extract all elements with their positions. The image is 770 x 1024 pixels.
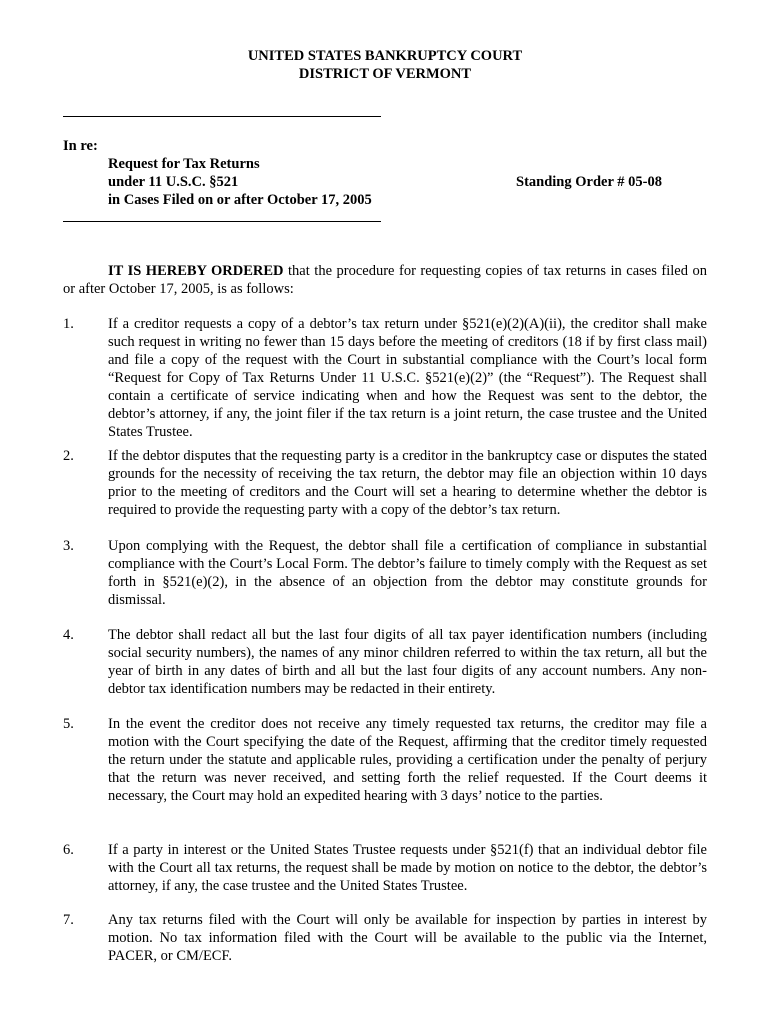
order-item-4	[63, 626, 707, 698]
order-item-5	[63, 715, 707, 805]
caption-title-line-3: in Cases Filed on or after October 17, 2005	[108, 192, 372, 208]
order-item-text: In the event the creditor does not receive any timely requested tax returns, the creditor may file a motion with the Court specifying the date of the Request, affirming that the creditor timely requested the return under the statute and applicable rules, providing a certification under the penalty of perjury that the return was never received, and setting forth the relief requested. If the Court deems it necessary, the Court may hold an expedited hearing with 3 days’ notice to the parties.	[108, 716, 707, 804]
order-item-number: 6.	[63, 842, 74, 858]
order-item-number: 1.	[63, 316, 74, 332]
order-item-2	[63, 447, 707, 519]
order-item-number: 7.	[63, 912, 74, 928]
order-intro-lead: IT IS HEREBY ORDERED	[108, 263, 284, 279]
order-item-text: If a party in interest or the United States Trustee requests under §521(f) that an individual debtor file with the Court all tax returns, the request shall be made by motion on notice to the debtor, the debtor’s attorney, if any, the case trustee and the United States Trustee.	[108, 842, 707, 894]
order-item-number: 3.	[63, 538, 74, 554]
order-item-number: 4.	[63, 627, 74, 643]
court-name: UNITED STATES BANKRUPTCY COURT	[247, 48, 523, 64]
order-item-7	[63, 911, 707, 965]
order-item-text: Upon complying with the Request, the debtor shall file a certification of compliance in substantial compliance with the Court’s Local Form. The debtor’s failure to timely comply with the Request as set forth in §521(e)(2), in the absence of an objection from the debtor may constitute grounds for dismissal.	[108, 538, 707, 608]
order-item-number: 2.	[63, 448, 74, 464]
caption-bottom-rule	[63, 221, 381, 222]
order-item-6	[63, 841, 707, 895]
order-item-1	[63, 315, 707, 441]
standing-order-number: Standing Order # 05-08	[516, 174, 662, 190]
order-item-3	[63, 537, 707, 609]
court-district: DISTRICT OF VERMONT	[298, 66, 472, 82]
order-item-number: 5.	[63, 716, 74, 732]
order-item-text: Any tax returns filed with the Court will only be available for inspection by parties in interest by motion. No tax information filed with the Court will be available to the public via the Internet, PACER, or CM/ECF.	[108, 912, 707, 964]
order-item-text: The debtor shall redact all but the last four digits of all tax payer identification numbers (including social security numbers), the names of any minor children referred to within the tax return, all but the year of birth in any dates of birth and all but the last four digits of any account numbers. Any non-debtor tax identification numbers may be redacted in their entirety.	[108, 627, 707, 697]
caption-title-line-1: Request for Tax Returns	[108, 156, 260, 172]
caption-title-line-2: under 11 U.S.C. §521	[108, 174, 239, 190]
order-intro-text: that the procedure for requesting copies of tax returns in cases filed on or after October 17, 2005, is as follows:	[63, 263, 707, 297]
order-item-text: If a creditor requests a copy of a debtor’s tax return under §521(e)(2)(A)(ii), the creditor shall make such request in writing no fewer than 15 days before the meeting of creditors (18 if by first class mail) and file a copy of the request with the Court in substantial compliance with the Court’s local form “Request for Copy of Tax Returns Under 11 U.S.C. §521(e)(2)” (the “Request”). The Request shall contain a certificate of service indicating when and how the Request was sent to the debtor, the debtor’s attorney, if any, the joint filer if the tax return is a joint return, the case trustee and the United States Trustee.	[108, 316, 707, 440]
order-item-text: If the debtor disputes that the requesting party is a creditor in the bankruptcy case or disputes the stated grounds for the necessity of receiving the tax return, the debtor may file an objection within 10 days prior to the meeting of creditors and the Court will set a hearing to determine whether the debtor is required to provide the requesting party with a copy of the debtor’s tax return.	[108, 448, 707, 518]
in-re-label: In re:	[63, 138, 98, 154]
order-intro-paragraph	[63, 262, 707, 298]
caption-top-rule	[63, 116, 381, 117]
